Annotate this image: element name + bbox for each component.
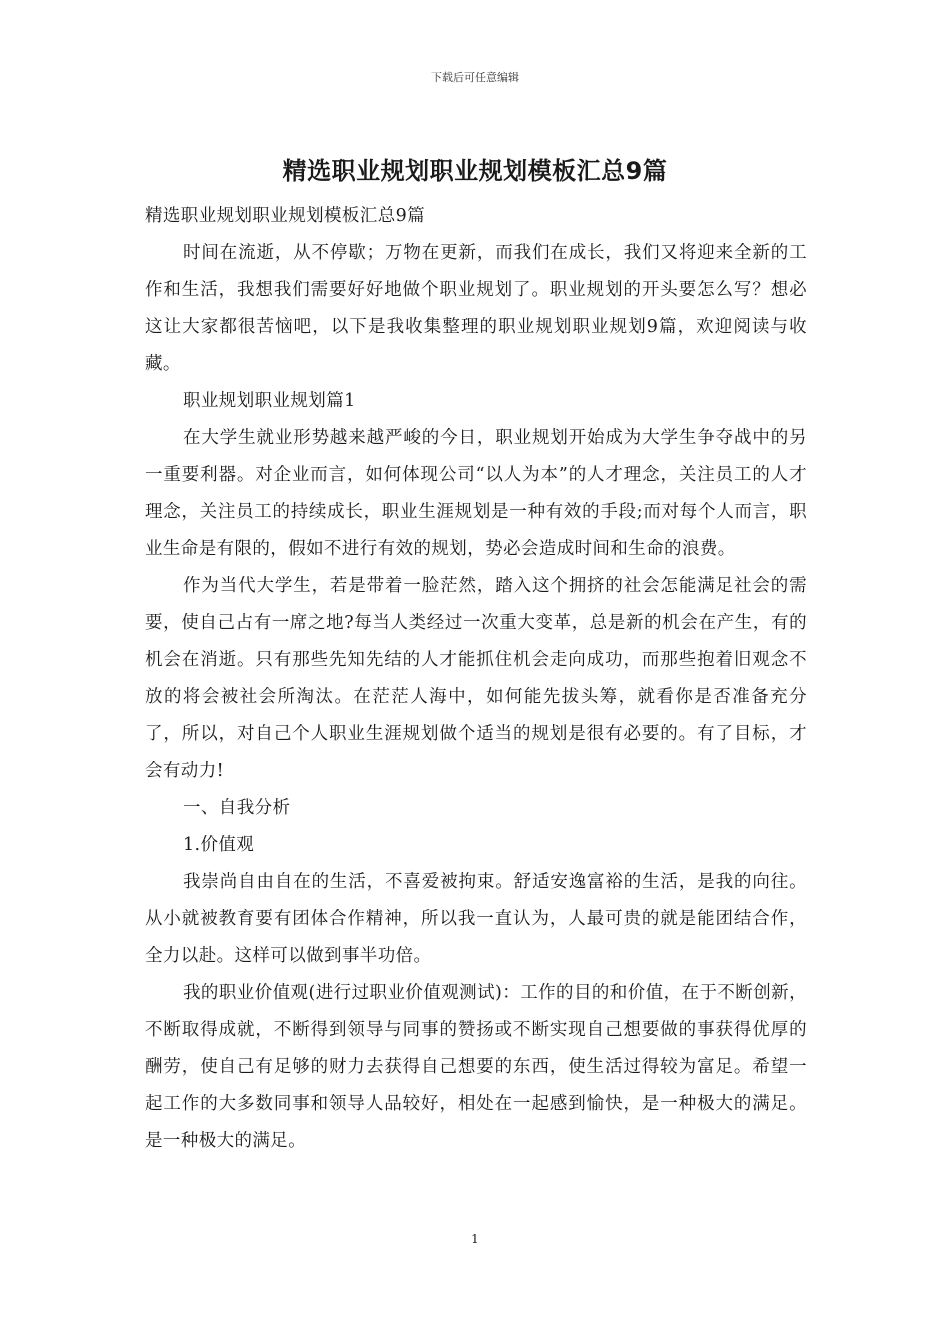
body-paragraph: 作为当代大学生，若是带着一脸茫然，踏入这个拥挤的社会怎能满足社会的需要，使自己占有一席之地?每当人类经过一次重大变革，总是新的机会在产生，有的机会在消逝。只有那些先知先结的人才能抓住机会走向成功，而那些抱着旧观念不放的将会被社会所淘汰。在茫茫人海中，如何能先拔头筹，就看你是否准备充分了，所以，对自己个人职业生涯规划做个适当的规划是很有必要的。有了目标，才会有动力!	[145, 576, 807, 781]
body-paragraph: 在大学生就业形势越来越严峻的今日，职业规划开始成为大学生争夺战中的另一重要利器。对企业而言，如何体现公司“以人为本”的人才理念，关注员工的人才理念，关注员工的持续成长，职业生涯规划是一种有效的手段;而对每个人而言，职业生命是有限的，假如不进行有效的规划，势必会造成时间和生命的浪费。	[145, 428, 807, 559]
intro-paragraph: 时间在流逝，从不停歇；万物在更新，而我们在成长，我们又将迎来全新的工作和生活，我想我们需要好好地做个职业规划了。职业规划的开头要怎么写？想必这让大家都很苦恼吧，以下是我收集整理的职业规划职业规划9篇，欢迎阅读与收藏。	[145, 243, 807, 374]
page-header-note: 下载后可任意编辑	[431, 71, 519, 84]
page-number: 1	[471, 1232, 479, 1246]
document-body	[145, 198, 807, 1160]
body-paragraph: 我的职业价值观(进行过职业价值观测试)：工作的目的和价值，在于不断创新，不断取得成就，不断得到领导与同事的赞扬或不断实现自己想要做的事获得优厚的酬劳，使自己有足够的财力去获得自己想要的东西，使生活过得较为富足。希望一起工作的大多数同事和领导人品较好，相处在一起感到愉快，是一种极大的满足。是一种极大的满足。	[145, 983, 807, 1151]
subsection-heading-self-analysis: 一、自我分析	[183, 798, 291, 818]
subsection-heading-values: 1.价值观	[183, 835, 255, 855]
body-paragraph: 我崇尚自由自在的生活，不喜爱被拘束。舒适安逸富裕的生活，是我的向往。从小就被教育要有团体合作精神，所以我一直认为，人最可贵的就是能团结合作，全力以赴。这样可以做到事半功倍。	[145, 872, 807, 966]
section-heading-1: 职业规划职业规划篇1	[183, 391, 356, 411]
document-title: 精选职业规划职业规划模板汇总9篇	[282, 157, 668, 185]
subtitle-paragraph: 精选职业规划职业规划模板汇总9篇	[145, 206, 426, 226]
